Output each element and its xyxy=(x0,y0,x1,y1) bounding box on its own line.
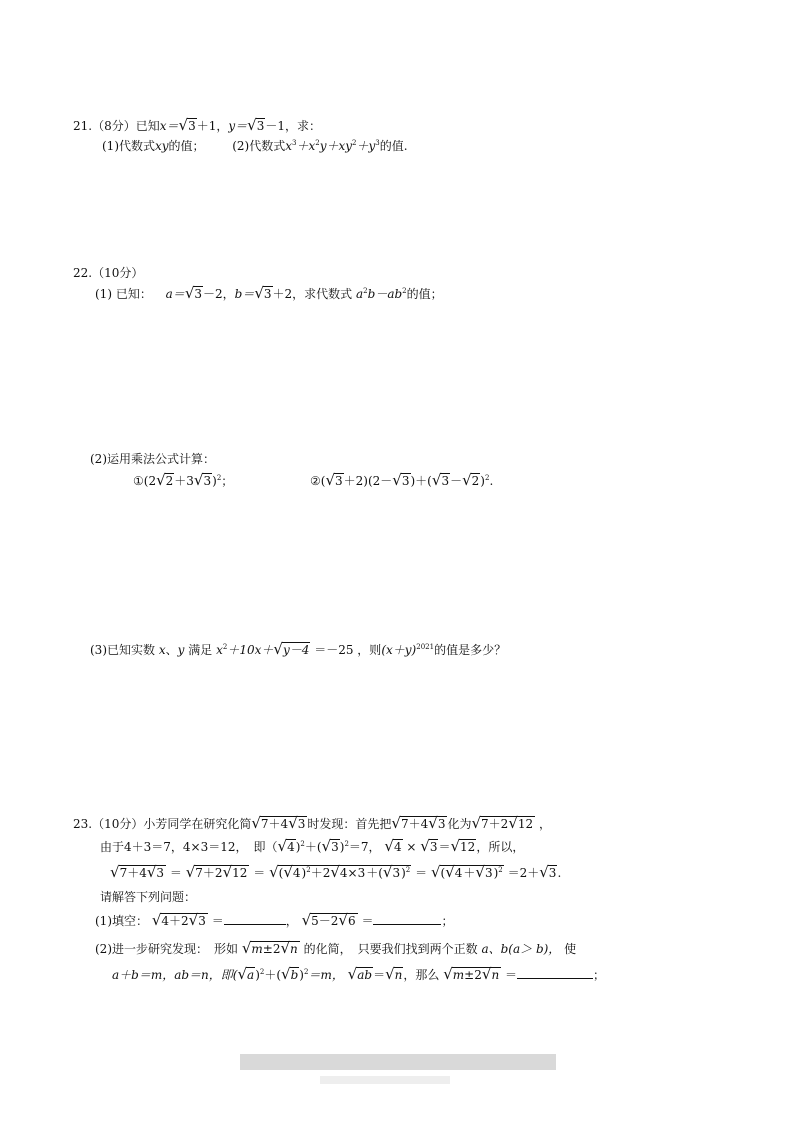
q23-line3: $√7+4√3 = √7+2√12 = √(√4)^2+2√4\times 3+(√3)^2 = √(√4+√3)^2 =2+√3$. xyxy=(110,863,562,881)
q22-calc2: $②(√3+2)(2-√3)+(√3-√2)^2$. xyxy=(310,471,494,489)
blurred-footer-subbar xyxy=(320,1076,450,1084)
sqrt3: √3 xyxy=(247,116,265,134)
q22-part1: (1) 已知： a＝√3－2，b＝√3＋2，求代数式 $a^2b-ab^2$的值； xyxy=(95,284,443,302)
sqrt3: √3 xyxy=(178,116,196,134)
q21-line2: (1)代数式xy的值； (2)代数式$x^3+x^2y+xy^2+y^3$的值. xyxy=(102,139,408,153)
answer-blank-1[interactable] xyxy=(224,912,286,925)
q22-part3: (3)已知实数 x、y 满足 $x^2+10x+√y-4 =-25$ ，则$(x+y)^{2021}$的值是多少？ xyxy=(90,640,507,658)
q23-fill1: (1)填空： √4＋2√3 ＝ ， √5－2√6 ＝ ； xyxy=(95,911,454,929)
sqrt3: √3 xyxy=(254,284,272,302)
blurred-footer-bar xyxy=(240,1054,556,1070)
q23-line4: 请解答下列问题： xyxy=(100,890,197,904)
sqrt3: √3 xyxy=(184,284,203,302)
q22-head: 22.（10分） xyxy=(73,266,144,280)
q21-line1: 21.（8分）已知x＝√3＋1，y＝√3－1，求： xyxy=(73,116,321,134)
answer-blank-3[interactable] xyxy=(517,966,593,979)
q22-part2-lead: (2)运用乘法公式计算： xyxy=(90,452,215,466)
q23-line1: 23.（10分）小芳同学在研究化简√7＋4√3 时发现：首先把√7＋4√3 化为√7＋2√12 ， xyxy=(73,814,552,832)
answer-blank-2[interactable] xyxy=(373,912,441,925)
q22-calc1: $①(2√2+3√3)^2$； xyxy=(133,471,234,489)
q23-part2-line1: (2)进一步研究发现： 形如 √m±2√n 的化简， 只要我们找到两个正数 a、b(a＞ b)， 使 xyxy=(95,939,577,957)
q23-part2-line2: a＋b＝m，ab＝n，即$(√a)^2+(√b)^2=m$， √ab＝√n，那么 √m±2√n ＝ ； xyxy=(112,965,606,983)
q23-line2: 由于4＋3＝7，4×3＝12， 即$(√4)^2+(√3)^2=7$， √4 × √3＝√12，所以， xyxy=(100,837,525,855)
